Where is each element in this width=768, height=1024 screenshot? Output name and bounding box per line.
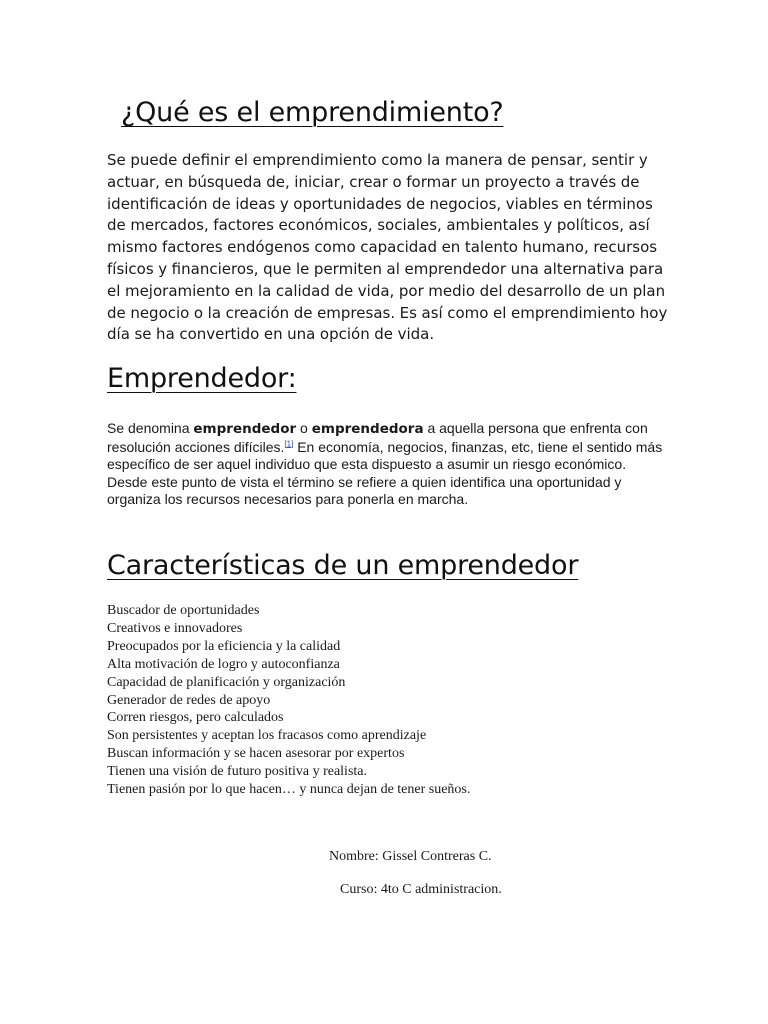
list-item: Creativos e innovadores — [107, 620, 243, 636]
signature-name: Nombre: Gissel Contreras C. — [329, 849, 492, 864]
characteristics-list — [107, 602, 470, 799]
emprendedor-text-2: o — [296, 420, 312, 436]
list-item: Tienen una visión de futuro positiva y realista. — [107, 764, 367, 780]
heading-que-es-emprendimiento: ¿Qué es el emprendimiento? — [121, 97, 504, 128]
list-item: Generador de redes de apoyo — [107, 692, 271, 708]
list-item: Preocupados por la eficiencia y la calidad — [107, 638, 341, 654]
list-item: Alta motivación de logro y autoconfianza — [107, 656, 340, 672]
signature-course: Curso: 4to C administracion. — [340, 882, 502, 897]
emprendedor-text-4: En economía, negocios, finanzas, etc, tiene el sentido más específico de ser aquel individuo que esta dispuesto a asumir un riesgo económico. Desde este punto de vista el término se refiere a quien identifica una oportunidad y organiza los recursos necesarios para ponerla en marcha. — [107, 438, 663, 508]
list-item: Capacidad de planificación y organización — [107, 674, 346, 690]
footnote-link[interactable]: [1] — [284, 438, 294, 448]
heading-emprendedor: Emprendedor: — [107, 363, 297, 394]
list-item: Son persistentes y aceptan los fracasos como aprendizaje — [107, 728, 427, 744]
heading-caracteristicas: Características de un emprendedor — [107, 550, 579, 581]
emprendedor-bold-term: emprendedor — [193, 421, 297, 437]
paragraph-emprendimiento-definition: Se puede definir el emprendimiento como la manera de pensar, sentir y actuar, en búsqueda de, iniciar, crear o formar un proyecto a través de identificación de ideas y oportunidades de negocios, viables en términos de mercados, factores económicos, sociales, ambientales y políticos, así mismo factores endógenos como capacidad en talento humano, recursos físicos y financieros, que le permiten al emprendedor una alternativa para el mejoramiento en la calidad de vida, por medio del desarrollo de un plan de negocio o la creación de empresas. Es así como el emprendimiento hoy día se ha convertido en una opción de vida. — [107, 151, 668, 344]
list-item: Buscan información y se hacen asesorar por expertos — [107, 746, 405, 762]
list-item: Corren riesgos, pero calculados — [107, 710, 284, 726]
emprendedora-bold-term: emprendedora — [311, 421, 424, 437]
list-item: Tienen pasión por lo que hacen… y nunca dejan de tener sueños. — [107, 782, 471, 798]
list-item: Buscador de oportunidades — [107, 603, 260, 618]
emprendedor-text-3: a aquella persona que enfrenta con resolución acciones difíciles. — [107, 420, 648, 455]
emprendedor-text-1: Se denomina — [107, 420, 194, 436]
paragraph-emprendedor-definition — [107, 420, 667, 509]
